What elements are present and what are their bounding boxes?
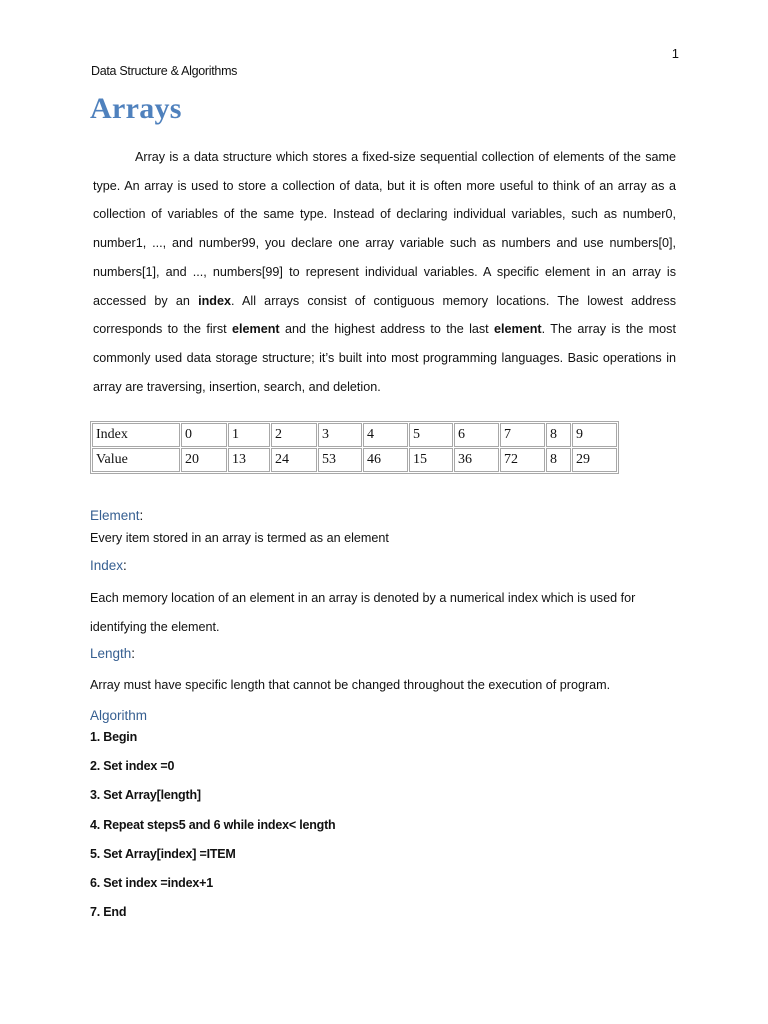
intro-text-part-2: . All arrays consist of contiguous memory locations. The lowest address corresponds to the first [93,293,676,337]
table-cell-index: 0 [181,423,227,447]
table-cell-value: 15 [409,448,453,472]
table-row-value [92,448,617,472]
table-cell-value: 36 [454,448,499,472]
table-cell-index: 7 [500,423,545,447]
length-definition: Array must have specific length that cannot be changed throughout the execution of program. [90,678,611,692]
element-heading-label: Element [90,508,140,523]
element-definition: Every item stored in an array is termed as an element [90,531,389,545]
algorithm-steps [90,726,336,930]
table-cell-index: 9 [572,423,617,447]
intro-bold-element-1: element [232,322,280,337]
table-cell-index: 5 [409,423,453,447]
table-cell-value: 20 [181,448,227,472]
length-heading-label: Length [90,646,132,661]
intro-text-part-4: . The array is the most commonly used data storage structure; it’s built into most programming languages. Basic operations in array are traversing, insertion, search, and deletion. [93,322,676,394]
element-heading [90,508,143,523]
intro-text-part-3: and the highest address to the last [279,322,495,337]
index-heading [90,558,127,573]
table-cell-index: 2 [271,423,317,447]
table-row-label-value: Value [92,448,180,472]
table-cell-value: 29 [572,448,617,472]
table-cell-value: 72 [500,448,545,472]
table-cell-value: 13 [228,448,270,472]
algorithm-step: 3. Set Array[length] [90,788,201,803]
table-cell-index: 3 [318,423,362,447]
algorithm-step: 6. Set index =index+1 [90,875,213,890]
intro-text-part-1: Array is a data structure which stores a fixed-size sequential collection of elements of the same type. An array is used to store a collection of data, but it is often more useful to think of an array as a collection of variables of the same type. Instead of declaring individual variables, such as number0, number1, ..., and number99, you declare one array variable such as numbers and use numbers[0], numbers[1], and ..., numbers[99] to represent individual variables. A specific element in an array is accessed by an [93,150,676,308]
table-cell-value: 46 [363,448,408,472]
heading-colon: : [123,558,127,573]
index-definition: Each memory location of an element in an array is denoted by a numerical index which is used for identifying the element. [90,591,636,634]
index-heading-label: Index [90,558,124,573]
algorithm-step: 5. Set Array[index] =ITEM [90,846,236,861]
intro-paragraph [93,143,676,401]
table-cell-index: 4 [363,423,408,447]
algorithm-step: 7. End [90,905,127,920]
heading-colon: : [139,508,144,523]
document-title: Arrays [90,92,182,125]
table-cell-index: 1 [228,423,270,447]
algorithm-heading: Algorithm [90,708,148,723]
table-cell-value: 53 [318,448,362,472]
heading-colon: : [131,646,136,661]
table-cell-value: 8 [546,448,571,472]
algorithm-step: 4. Repeat steps5 and 6 while index< length [90,817,336,832]
table-row-label-index: Index [92,423,180,447]
intro-bold-index: index [198,293,231,308]
running-header: Data Structure & Algorithms [91,64,238,78]
intro-bold-element-2: element [494,322,542,337]
table-cell-index: 6 [454,423,499,447]
algorithm-step: 2. Set index =0 [90,759,175,774]
length-heading [90,646,135,661]
table-row-index [92,423,617,447]
table-cell-index: 8 [546,423,571,447]
array-example-table [90,421,619,474]
table-cell-value: 24 [271,448,317,472]
page-number: 1 [671,46,679,61]
algorithm-step: 1. Begin [90,730,138,744]
